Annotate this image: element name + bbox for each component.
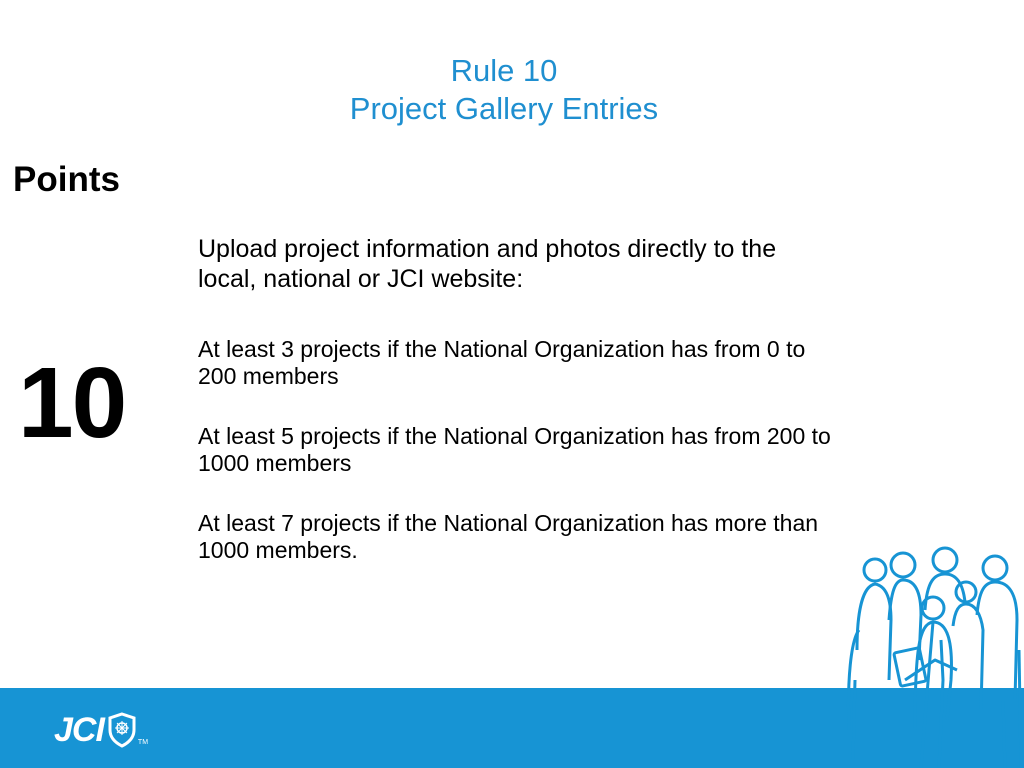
rule-item: At least 5 projects if the National Organization has from 200 to 1000 members <box>198 423 831 476</box>
jci-shield-emblem-icon <box>107 712 137 748</box>
points-label: Points <box>13 160 120 199</box>
intro-text: Upload project information and photos directly to the local, national or JCI website: <box>198 235 777 293</box>
people-silhouettes-icon <box>845 530 1024 768</box>
rule-item: At least 3 projects if the National Organization has from 0 to 200 members <box>198 336 806 389</box>
rule-item: At least 7 projects if the National Organization has more than 1000 members. <box>198 510 819 563</box>
slide-title-line2: Project Gallery Entries <box>349 91 659 126</box>
slide-title <box>0 52 1008 128</box>
logo-trademark: TM <box>137 739 149 746</box>
points-value: 10 <box>18 347 126 459</box>
jci-logo <box>54 709 148 751</box>
slide-title-line1: Rule 10 <box>450 53 558 88</box>
logo-text: JCI <box>54 711 104 749</box>
